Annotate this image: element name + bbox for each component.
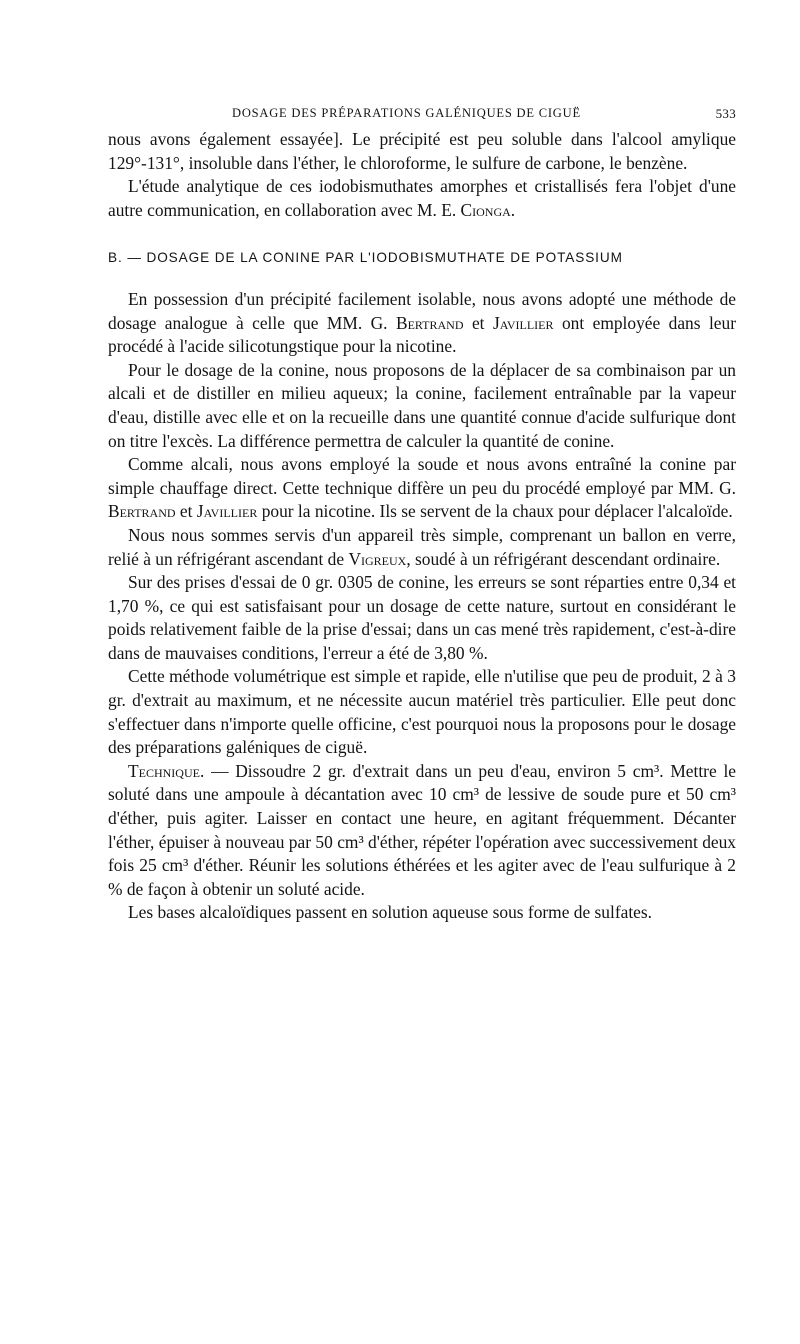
author-name: Vigreux: [348, 548, 407, 569]
page-number: 533: [715, 106, 736, 121]
author-name: Bertrand: [108, 501, 176, 522]
paragraph: [108, 288, 736, 359]
paragraph: [108, 665, 736, 759]
text-run: , soudé à un réfrigérant descendant ordinaire.: [406, 548, 721, 569]
text-run: Pour le dosage de la conine, nous proposons de la déplacer de sa combinaison par un alcali et de distiller en milieu aqueux; la conine, facilement entraînable par la vapeur d'eau, distille avec elle et on la recueille dans une quantité connue d'acide sulfurique dont on titre l'excès. La différence permettra de calculer la quantité de conine.: [108, 359, 736, 451]
body-text: [108, 128, 736, 925]
run-in-heading: Technique: [128, 760, 200, 781]
text-run: pour la nicotine. Ils se servent de la chaux pour déplacer l'alcaloïde.: [257, 501, 733, 522]
text-run: L'étude analytique de ces iodobismuthates amorphes et cristallisés fera l'objet d'une autre communication, en collaboration avec M. E.: [108, 176, 736, 220]
author-name: Javillier: [492, 312, 554, 333]
author-name: Bertrand: [395, 312, 464, 333]
paragraph: [108, 175, 736, 222]
text-run: et: [175, 501, 197, 522]
paragraph: [108, 901, 736, 925]
author-name: Javillier: [196, 501, 258, 522]
paragraph: [108, 453, 736, 524]
paragraph: [108, 524, 736, 571]
paragraph: [108, 760, 736, 902]
author-name: Cionga: [460, 199, 511, 220]
text-run: En possession d'un précipité facilement isolable, nous avons adopté une méthode de dosage analogue à celle que MM. G.: [108, 288, 736, 333]
running-head-title: DOSAGE DES PRÉPARATIONS GALÉNIQUES DE CIGUË: [232, 106, 581, 120]
text-run: . — Dissoudre 2 gr. d'extrait dans un peu d'eau, environ 5 cm³. Mettre le soluté dans une ampoule à décantation avec 10 cm³ de lessive de soude pure et 50 cm³ d'éther, puis agiter. Laisser en contact une heure, en agitant fréquemment. Décanter l'éther, épuiser à nouveau par 50 cm³ d'éther, répéter l'opération avec successivement deux fois 25 cm³ d'éther. Réunir les solutions éthérées et les agiter avec de l'eau sulfurique à 2 % de façon à obtenir un soluté acide.: [108, 760, 736, 899]
section-heading: B. — DOSAGE DE LA CONINE PAR L'IODOBISMUTHATE DE POTASSIUM: [108, 250, 623, 266]
text-run: .: [510, 199, 516, 220]
paragraph: [108, 359, 736, 453]
text-run: Les bases alcaloïdiques passent en solution aqueuse sous forme de sulfates.: [128, 902, 653, 923]
text-run: Cette méthode volumétrique est simple et rapide, elle n'utilise que peu de produit, 2 à 3 gr. d'extrait au maximum, et ne nécessite aucun matériel très particulier. Elle peut donc s'effectuer dans n'importe quelle officine, c'est pourquoi nous la proposons pour le dosage des préparations galéniques de ciguë.: [108, 666, 736, 758]
book-page: [108, 104, 736, 925]
running-head: [108, 104, 736, 128]
text-run: Comme alcali, nous avons employé la soude et nous avons entraîné la conine par simple chauffage direct. Cette technique diffère un peu du procédé employé par MM. G.: [108, 454, 736, 498]
text-run: et: [463, 312, 493, 333]
text-run: Sur des prises d'essai de 0 gr. 0305 de conine, les erreurs se sont réparties entre 0,34 et 1,70 %, ce qui est satisfaisant pour un dosage de cette nature, surtout en considérant le poids relativement faible de la prise d'essai; dans un cas mené très rapidement, c'est-à-dire dans de mauvaises conditions, l'erreur a été de 3,80 %.: [108, 572, 736, 663]
paragraph: [108, 571, 736, 665]
text-run: Nous nous sommes servis d'un appareil très simple, comprenant un ballon en verre, relié à un réfrigérant ascendant de: [108, 524, 736, 569]
paragraph: [108, 128, 736, 175]
text-run: ont employée dans leur procédé à l'acide silicotungstique pour la nicotine.: [108, 312, 736, 357]
text-run: nous avons également essayée]. Le précipité est peu soluble dans l'alcool amylique 129°-131°, insoluble dans l'éther, le chloroforme, le sulfure de carbone, le benzène.: [108, 129, 736, 173]
